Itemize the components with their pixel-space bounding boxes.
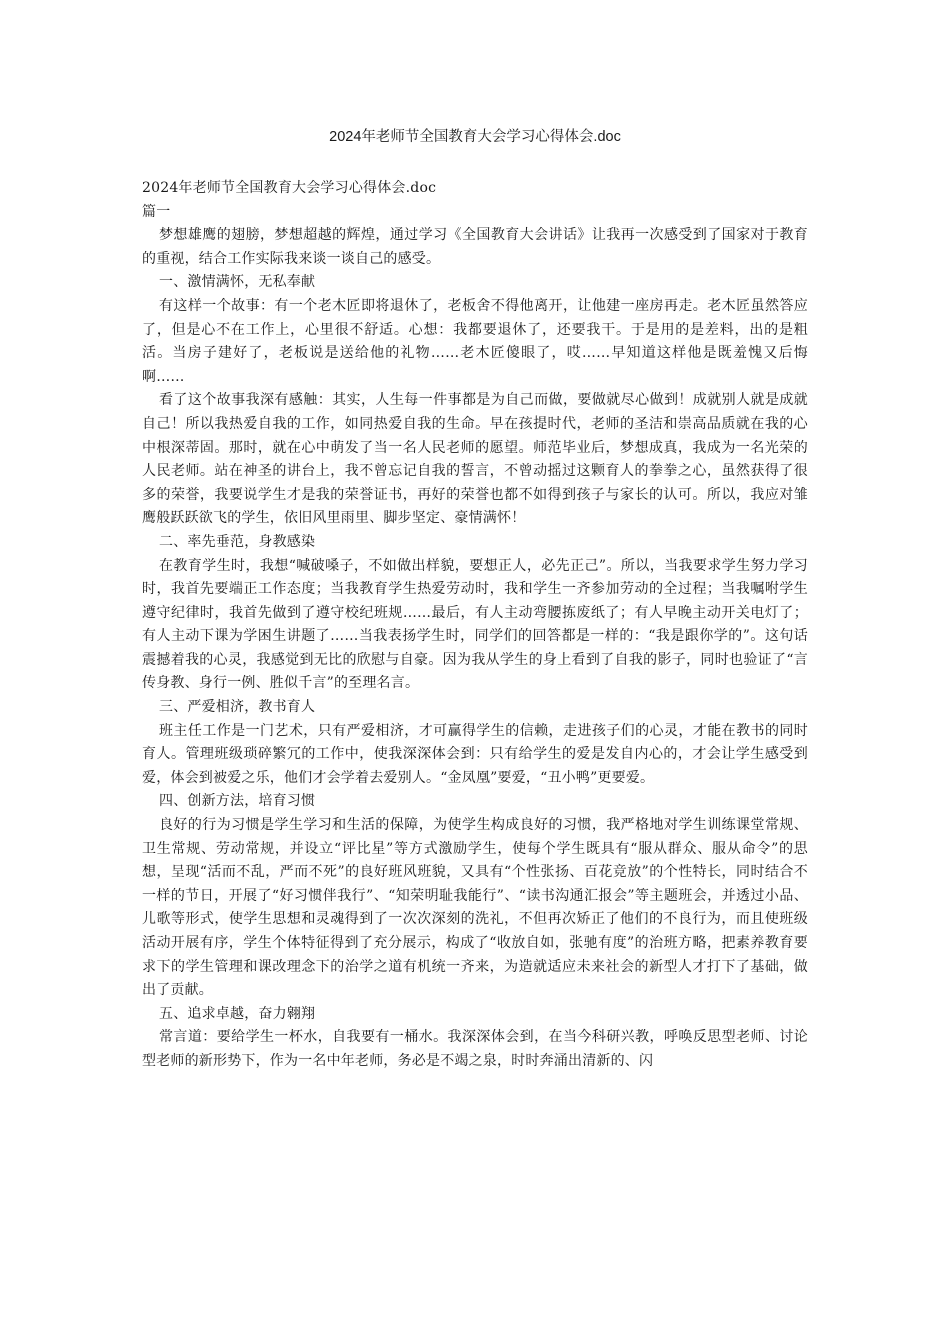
- page-title: 2024年老师节全国教育大会学习心得体会.doc: [329, 129, 621, 145]
- body-paragraph: 班主任工作是一门艺术，只有严爱相济，才可赢得学生的信赖，走进孩子们的心灵，才能在教书的同时育人。管理班级琐碎繁冗的工作中，使我深深体会到：只有给学生的爱是发自内心的，才会让学生感受到爱，体会到被爱之乐，他们才会学着去爱别人。“金凤凰”要爱，“丑小鸭”更要爱。: [142, 722, 808, 786]
- document-subtitle: 2024年老师节全国教育大会学习心得体会.doc: [142, 180, 437, 196]
- body-paragraph: 常言道：要给学生一杯水，自我要有一桶水。我深深体会到，在当今科研兴教，呼唤反思型老师、讨论型老师的新形势下，作为一名中年老师，务必是不竭之泉，时时奔涌出清新的、闪: [142, 1029, 808, 1069]
- body-paragraph: 在教育学生时，我想“喊破嗓子，不如做出样貌，要想正人，必先正己”。所以，当我要求学生努力学习时，我首先要端正工作态度；当我教育学生热爱劳动时，我和学生一齐参加劳动的全过程；当我嘱咐学生遵守纪律时，我首先做到了遵守校纪班规……最后，有人主动弯腰拣废纸了；有人早晚主动开关电灯了；有人主动下课为学困生讲题了……当我表扬学生时，同学们的回答都是一样的：“我是跟你学的”。这句话震撼着我的心灵，我感觉到无比的欣慰与自豪。因为我从学生的身上看到了自我的影子，同时也验证了“言传身教、身行一例、胜似千言”的至理名言。: [142, 557, 808, 692]
- body-paragraph: 有这样一个故事：有一个老木匠即将退休了，老板舍不得他离开，让他建一座房再走。老木匠虽然答应了，但是心不在工作上，心里很不舒适。心想：我都要退休了，还要我干。于是用的是差料，出的是粗活。当房子建好了，老板说是送给他的礼物……老木匠傻眼了，哎……早知道这样他是既羞愧又后悔啊……: [142, 297, 808, 385]
- intro-paragraph: 梦想雄鹰的翅膀，梦想超越的辉煌，通过学习《全国教育大会讲话》让我再一次感受到了国家对于教育的重视，结合工作实际我来谈一谈自己的感受。: [142, 227, 808, 267]
- section-heading: 三、严爱相济，教书育人: [159, 699, 316, 716]
- body-paragraph: 良好的行为习惯是学生学习和生活的保障，为使学生构成良好的习惯，我严格地对学生训练课堂常规、卫生常规、劳动常规，并设立“评比星”等方式激励学生，使每个学生既具有“服从群众、服从命令”的思想，呈现“活而不乱，严而不死”的良好班风班貌，又具有“个性张扬、百花竞放”的个性特长，同时结合不一样的节日，开展了“好习惯伴我行”、“知荣明耻我能行”、“读书沟通汇报会”等主题班会，并透过小品、儿歌等形式，使学生思想和灵魂得到了一次次深刻的洗礼，不但再次矫正了他们的不良行为，而且使班级活动开展有序，学生个体特征得到了充分展示，构成了“收放自如，张驰有度”的治班方略，把素养教育要求下的学生管理和课改理念下的治学之道有机统一齐来，为造就适应未来社会的新型人才打下了基础，做出了贡献。: [142, 817, 808, 999]
- document-body: [142, 177, 808, 1074]
- section-heading: 一、激情满怀，无私奉献: [159, 274, 316, 291]
- section-heading: 五、追求卓越，奋力翱翔: [159, 1005, 316, 1022]
- part-label: 篇一: [142, 203, 171, 220]
- section-heading: 二、率先垂范，身教感染: [159, 533, 316, 550]
- body-paragraph: 看了这个故事我深有感触：其实，人生每一件事都是为自己而做，要做就尽心做到！成就别人就是成就自己！所以我热爱自我的工作，如同热爱自我的生命。早在孩提时代，老师的圣洁和崇高品质就在我的心中根深蒂固。那时，就在心中萌发了当一名人民老师的愿望。师范毕业后，梦想成真，我成为一名光荣的人民老师。站在神圣的讲台上，我不曾忘记自我的誓言，不曾动摇过这颗育人的拳拳之心，虽然获得了很多的荣誉，我要说学生才是我的荣誉证书，再好的荣誉也都不如得到孩子与家长的认可。所以，我应对雏鹰般跃跃欲飞的学生，依旧风里雨里、脚步坚定、豪情满怀！: [142, 392, 808, 527]
- section-heading: 四、创新方法，培育习惯: [159, 793, 316, 810]
